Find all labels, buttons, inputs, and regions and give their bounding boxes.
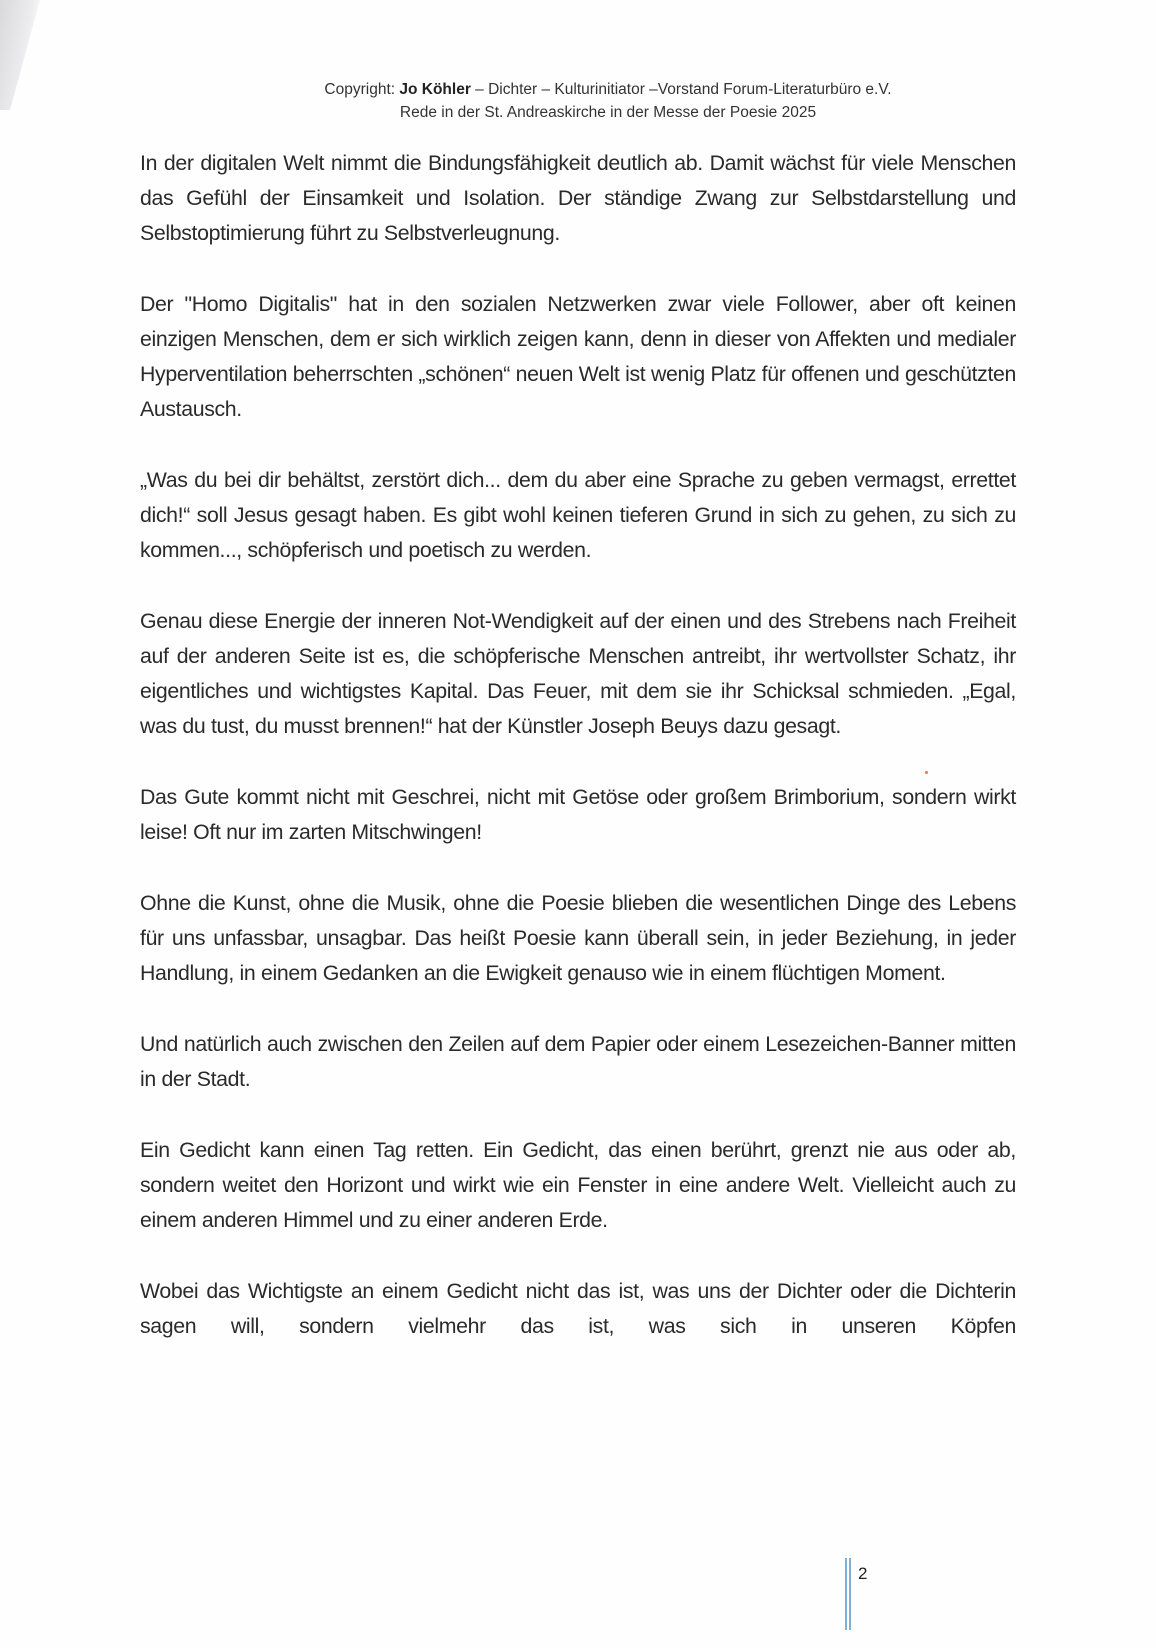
page-number: 2 — [858, 1564, 868, 1583]
speech-occasion-line: Rede in der St. Andreaskirche in der Messe der Poesie 2025 — [399, 104, 817, 121]
copyright-label: Copyright: — [324, 81, 400, 98]
page-header — [0, 78, 1156, 124]
speech-body — [140, 146, 1016, 1380]
paragraph-8: Ein Gedicht kann einen Tag retten. Ein Gedicht, das einen berührt, grenzt nie aus oder ab, sondern weitet den Horizont und wirkt wie ein Fenster in eine andere Welt. Vielleicht auch zu einem anderen Himmel und zu einer anderen Erde. — [140, 1138, 1016, 1232]
paragraph-1: In der digitalen Welt nimmt die Bindungsfähigkeit deutlich ab. Damit wächst für viele Menschen das Gefühl der Einsamkeit und Isolation. Der ständige Zwang zur Selbstdarstellung und Selbstoptimierung führt zu Selbstverleugnung. — [140, 151, 1016, 245]
paragraph-3: „Was du bei dir behältst, zerstört dich... dem du aber eine Sprache zu geben vermagst, errettet dich!“ soll Jesus gesagt haben. Es gibt wohl keinen tieferen Grund in sich zu gehen, zu sich zu kommen..., schöpferisch und poetisch zu werden. — [140, 468, 1016, 562]
author-name: Jo Köhler — [399, 81, 471, 98]
copyright-line — [60, 78, 1156, 101]
paragraph-2: Der "Homo Digitalis" hat in den sozialen Netzwerken zwar viele Follower, aber oft keinen einzigen Menschen, dem er sich wirklich zeigen kann, denn in dieser von Affekten und medialer Hyperventilation beherrschten „schönen“ neuen Welt ist wenig Platz für offenen und geschützten Austausch. — [140, 292, 1016, 421]
paragraph-4: Genau diese Energie der inneren Not-Wendigkeit auf der einen und des Strebens nach Freiheit auf der anderen Seite ist es, die schöpferische Menschen antreibt, ihr wertvollster Schatz, ihr eigentliches und wichtigstes Kapital. Das Feuer, mit dem sie ihr Schicksal schmieden. „Egal, was du tust, du musst brennen!“ hat der Künstler Joseph Beuys dazu gesagt. — [140, 609, 1016, 738]
paragraph-6: Ohne die Kunst, ohne die Musik, ohne die Poesie blieben die wesentlichen Dinge des Lebens für uns unfassbar, unsagbar. Das heißt Poesie kann überall sein, in jeder Beziehung, in jeder Handlung, in einem Gedanken an die Ewigkeit genauso wie in einem flüchtigen Moment. — [140, 891, 1016, 985]
paragraph-9: Wobei das Wichtigste an einem Gedicht nicht das ist, was uns der Dichter oder die Dichterin sagen will, sondern vielmehr das ist, was sich in unseren Köpfen — [140, 1279, 1016, 1338]
paragraph-7: Und natürlich auch zwischen den Zeilen auf dem Papier oder einem Lesezeichen-Banner mitten in der Stadt. — [140, 1032, 1016, 1091]
author-roles: – Dichter – Kulturinitiator –Vorstand Forum-Literaturbüro e.V. — [470, 81, 892, 98]
page-number-bar — [845, 1558, 851, 1630]
scan-speck — [925, 771, 928, 774]
paragraph-5: Das Gute kommt nicht mit Geschrei, nicht mit Getöse oder großem Brimborium, sondern wirkt leise! Oft nur im zarten Mitschwingen! — [140, 785, 1016, 844]
